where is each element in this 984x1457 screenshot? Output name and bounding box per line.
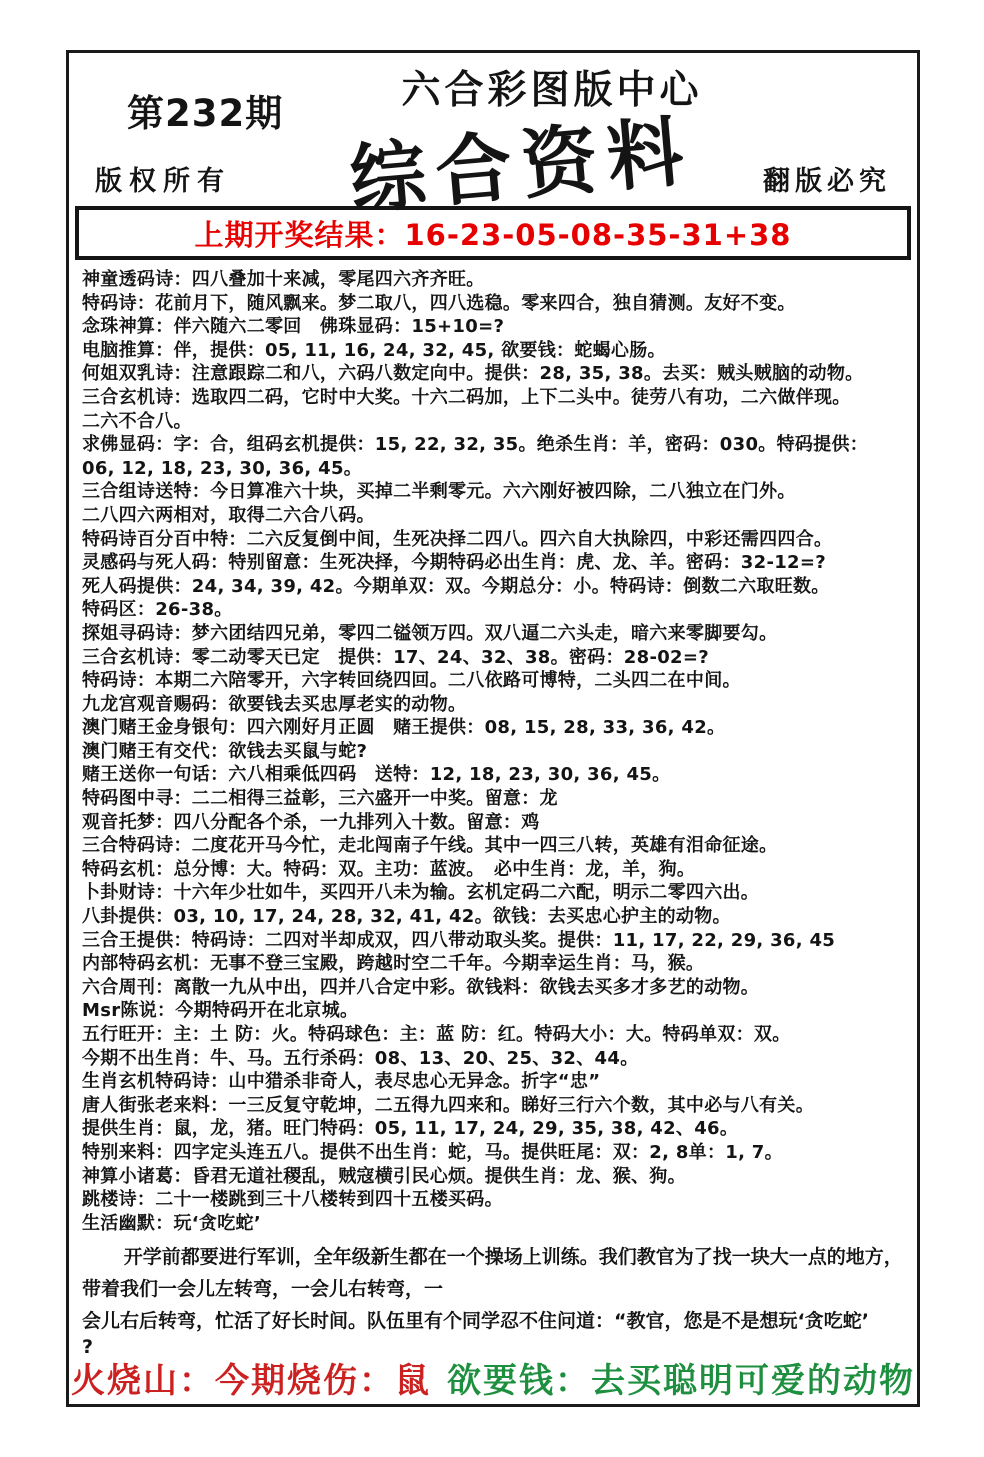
tip-line: 六合周刊：离散一九从中出，四并八合定中彩。欲钱料：欲钱去买多才多艺的动物。 xyxy=(82,976,760,998)
copyright-right: 翻版必究 xyxy=(763,166,891,197)
tip-line: 求佛显码：字：合，组码玄机提供：15, 22, 32, 35。绝杀生肖：羊，密码：030。特码提供： xyxy=(82,434,869,456)
tip-line: 电脑推算：伴，提供：05, 11, 16, 24, 32, 45, 欲要钱：蛇蝎心肠。 xyxy=(82,339,666,361)
tip-line: 内部特码玄机：无事不登三宝殿，跨越时空二千年。今期幸运生肖：马，猴。 xyxy=(82,953,705,975)
tip-line: 跳楼诗：二十一楼跳到三十八楼转到四十五楼买码。 xyxy=(82,1189,503,1211)
tip-line: 特别来料：四字定头连五八。提供不出生肖：蛇，马。提供旺尾：双：2, 8单：1, 7。 xyxy=(82,1141,783,1163)
tip-line: 三合玄机诗：选取四二码，它时中大奖。十六二码加，上下二头中。徒劳八有功，二六做伴现。 xyxy=(82,386,851,408)
tip-line: 06, 12, 18, 23, 30, 36, 45。 xyxy=(82,457,363,479)
tip-line: 三合玄机诗：零二动零天已定 提供：17、24、32、38。密码：28-02=? xyxy=(82,646,709,668)
tip-line: 死人码提供：24, 34, 39, 42。今期单双：双。今期总分：小。特码诗：倒数二六取旺数。 xyxy=(82,575,830,597)
tip-line: 灵感码与死人码：特别留意：生死决择，今期特码必出生肖：虎、龙、羊。密码：32-12=? xyxy=(82,552,826,574)
tip-line: 念珠神算：伴六随六二零回 佛珠显码：15+10=? xyxy=(82,316,505,338)
tip-line: 特码诗：花前月下，随风飘来。梦二取八，四八选稳。零来四合，独自猜测。友好不变。 xyxy=(82,292,796,314)
tip-line: 三合王提供：特码诗：二四对半却成双，四八带动取头奖。提供：11, 17, 22, 29, 36, 45 xyxy=(82,929,836,951)
main-title: 综合资料 xyxy=(346,106,697,225)
site-title: 六合彩图版中心 xyxy=(401,68,703,113)
joke-paragraph xyxy=(69,1235,917,1357)
tip-line: 神算小诸葛：昏君无道社稷乱，贼寇横引民心烦。提供生肖：龙、猴、狗。 xyxy=(82,1165,686,1187)
issue-number: 第232期 xyxy=(127,92,284,135)
tip-line: 今期不出生肖：牛、马。五行杀码：08、13、20、25、32、44。 xyxy=(82,1047,639,1069)
banner-red-text: 火烧山：今期烧伤：鼠 xyxy=(71,1361,431,1401)
tip-line: 特码玄机：总分博：大。特码：双。主功：蓝波。 必中生肖：龙，羊，狗。 xyxy=(82,858,696,880)
tip-line: 二八四六两相对，取得二六合八码。 xyxy=(82,504,375,526)
joke-line: 会儿右后转弯，忙活了好长时间。队伍里有个同学忍不住问道：“教官，您是不是想玩‘贪吃蛇’ xyxy=(82,1310,869,1333)
tip-line: 三合特码诗：二度花开马今忙，走北闯南子午线。其中一四三八转，英雄有泪命征途。 xyxy=(82,835,778,857)
banner-green-text: 欲要钱：去买聪明可爱的动物 xyxy=(447,1361,915,1401)
page-frame xyxy=(66,50,920,1407)
tip-line: 特码诗百分百中特：二六反复倒中间，生死决择二四八。四六自大执除四，中彩还需四四合。 xyxy=(82,528,833,550)
tip-line: 赌王送你一句话：六八相乘低四码 送特：12, 18, 23, 30, 36, 45。 xyxy=(82,764,671,786)
tip-line: 何姐双乳诗：注意跟踪二和八，六码八数定向中。提供：28, 35, 38。去买：贼头贼脑的动物。 xyxy=(82,363,864,385)
tip-line: 观音托梦：四八分配各个杀，一九排列入十数。留意：鸡 xyxy=(82,811,540,833)
tip-line: 探姐寻码诗：梦六团结四兄弟，零四二镒领万四。双八逼二六头走，暗六来零脚要勾。 xyxy=(82,622,778,644)
tip-line: 九龙宫观音赐码：欲要钱去买忠厚老实的动物。 xyxy=(82,693,467,715)
tip-line: 特码诗：本期二六陪零开，六字转回绕四回。二八依路可博特，二头四二在中间。 xyxy=(82,670,741,692)
tips-list xyxy=(69,260,917,1235)
tip-line: 澳门赌王金身银句：四六刚好月正圆 赌王提供：08, 15, 28, 33, 36, 42。 xyxy=(82,717,726,739)
last-draw-result-text: 上期开奖结果：16-23-05-08-35-31+38 xyxy=(194,217,792,252)
tip-line: 唐人街张老来料：一三反复守乾坤，二五得九四来和。睇好三行六个数，其中必与八有关。 xyxy=(82,1094,814,1116)
tip-line: 特码区：26-38。 xyxy=(82,599,233,621)
copyright-left: 版权所有 xyxy=(95,166,231,197)
tip-line: 五行旺开：主：土 防：火。特码球色：主：蓝 防：红。特码大小：大。特码单双：双。 xyxy=(82,1024,791,1045)
tip-line: 卜卦财诗：十六年少壮如牛，买四开八未为输。玄机定码二六配，明示二零四六出。 xyxy=(82,882,760,904)
joke-line: 开学前都要进行军训，全年级新生都在一个操场上训练。我们教官为了找一块大一点的地方， xyxy=(123,1246,903,1269)
tip-line: 三合组诗送特：今日算准六十块，买掉二半剩零元。六六刚好被四除，二八独立在门外。 xyxy=(82,481,796,503)
tip-line: 澳门赌王有交代：欲钱去买鼠与蛇? xyxy=(82,740,368,762)
tip-line: 八卦提供：03, 10, 17, 24, 28, 32, 41, 42。欲钱：去买忠心护主的动物。 xyxy=(82,906,731,928)
tip-line: 提供生肖：鼠，龙，猪。旺门特码：05, 11, 17, 24, 29, 35, 38, 42、46。 xyxy=(82,1118,739,1140)
header xyxy=(69,53,917,225)
tip-line: 二六不合八。 xyxy=(82,410,192,432)
joke-line: ? xyxy=(82,1336,94,1359)
tip-line: 特码图中寻：二二相得三益彰，三六盛开一中奖。留意：龙 xyxy=(82,788,558,810)
tip-line: 生活幽默：玩‘贪吃蛇’ xyxy=(82,1212,261,1234)
tip-line: 神童透码诗：四八叠加十来减，零尾四六齐齐旺。 xyxy=(82,269,485,290)
tip-line: Msr陈说：今期特码开在北京城。 xyxy=(82,1000,359,1022)
bottom-banner xyxy=(69,1353,917,1402)
joke-line: 带着我们一会儿左转弯，一会儿右转弯，一 xyxy=(82,1278,444,1301)
tip-line: 生肖玄机特码诗：山中猎杀非奇人，表尽忠心无异念。折字“忠” xyxy=(82,1071,601,1093)
